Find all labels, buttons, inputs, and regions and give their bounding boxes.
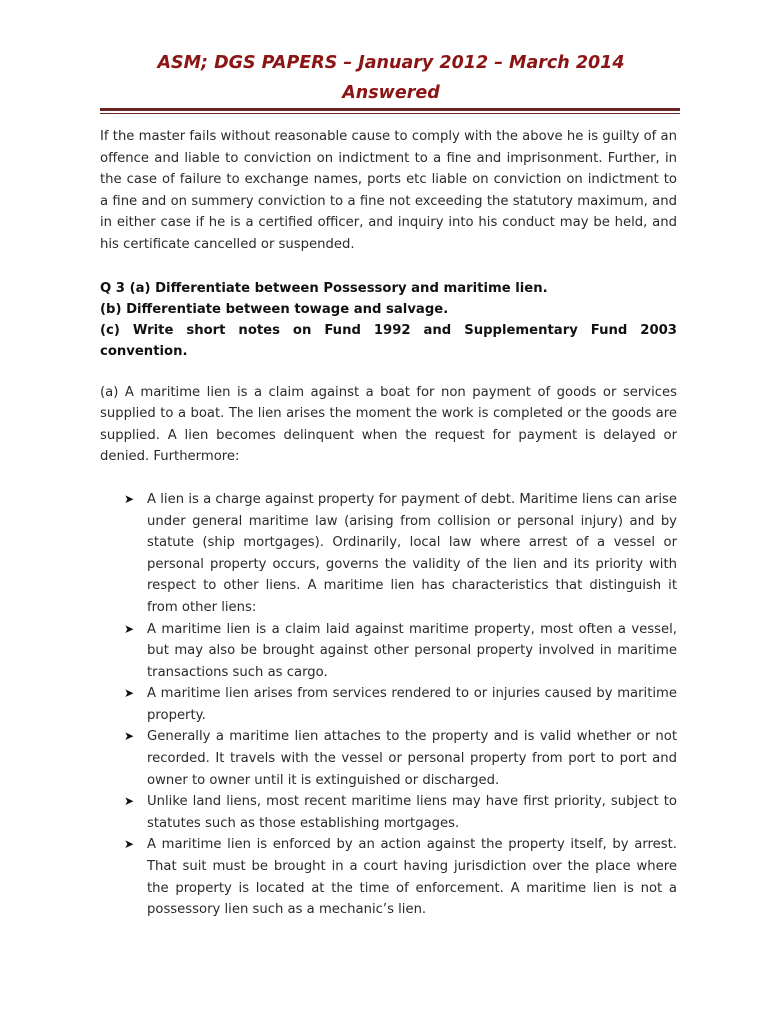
document-body [100, 126, 677, 921]
bullet-text: A maritime lien is enforced by an action against the property itself, by arrest. That suit must be brought in a court having jurisdiction over the place where the property is located at the time of enforcement. A maritime lien is not a possessory lien such as a mechanic’s lien. [147, 837, 677, 918]
list-item [100, 791, 677, 834]
page-header [100, 48, 682, 108]
arrow-bullet-icon: ➤ [124, 491, 135, 506]
header-rule-thin [100, 113, 680, 114]
arrow-bullet-icon: ➤ [124, 686, 135, 701]
bullet-list [100, 489, 677, 921]
bullet-text: Generally a maritime lien attaches to the property and is valid whether or not recorded. It travels with the vessel or personal property from port to port and owner to owner until it is extinguished or discharged. [147, 729, 677, 788]
header-title: ASM; DGS PAPERS – January 2012 – March 2014 [157, 53, 625, 73]
list-item [100, 726, 677, 791]
question-a: Q 3 (a) Differentiate between Possessory and maritime lien. [100, 280, 548, 296]
answer-intro [100, 382, 677, 468]
list-item [100, 489, 677, 619]
question-c: (c) Write short notes on Fund 1992 and Supplementary Fund 2003 convention. [100, 322, 677, 359]
header-rule-thick [100, 108, 680, 111]
arrow-bullet-icon: ➤ [124, 729, 135, 744]
arrow-bullet-icon: ➤ [124, 794, 135, 809]
question-b: (b) Differentiate between towage and salvage. [100, 301, 449, 317]
list-item [100, 834, 677, 920]
question-block [100, 278, 677, 362]
arrow-bullet-icon: ➤ [124, 621, 135, 636]
list-item [100, 619, 677, 684]
list-item [100, 683, 677, 726]
bullet-text: A maritime lien is a claim laid against maritime property, most often a vessel, but may also be brought against other personal property involved in maritime transactions such as cargo. [147, 621, 677, 680]
bullet-text: A lien is a charge against property for payment of debt. Maritime liens can arise under general maritime law (arising from collision or personal injury) and by statute (ship mortgages). Ordinarily, local law where arrest of a vessel or personal property occurs, governs the validity of the lien and its priority with respect to other liens. A maritime lien has characteristics that distinguish it from other liens: [147, 491, 677, 615]
answer-intro-text: (a) A maritime lien is a claim against a boat for non payment of goods or services supplied to a boat. The lien arises the moment the work is completed or the goods are supplied. A lien becomes delinquent when the request for payment is delayed or denied. Furthermore: [100, 384, 677, 465]
bullet-text: Unlike land liens, most recent maritime liens may have first priority, subject to statutes such as those establishing mortgages. [147, 794, 677, 831]
arrow-bullet-icon: ➤ [124, 837, 135, 852]
header-subtitle: Answered [342, 83, 440, 103]
paragraph-penalty: If the master fails without reasonable cause to comply with the above he is guilty of an offence and liable to conviction on indictment to a fine and imprisonment. Further, in the case of failure to exchange names, ports etc liable on conviction on indictment to a fine and on summery conviction to a fine not exceeding the statutory maximum, and in either case if he is a certified officer, and inquiry into his conduct may be held, and his certificate cancelled or suspended. [100, 129, 677, 252]
bullet-text: A maritime lien arises from services rendered to or injuries caused by maritime property. [147, 686, 677, 723]
